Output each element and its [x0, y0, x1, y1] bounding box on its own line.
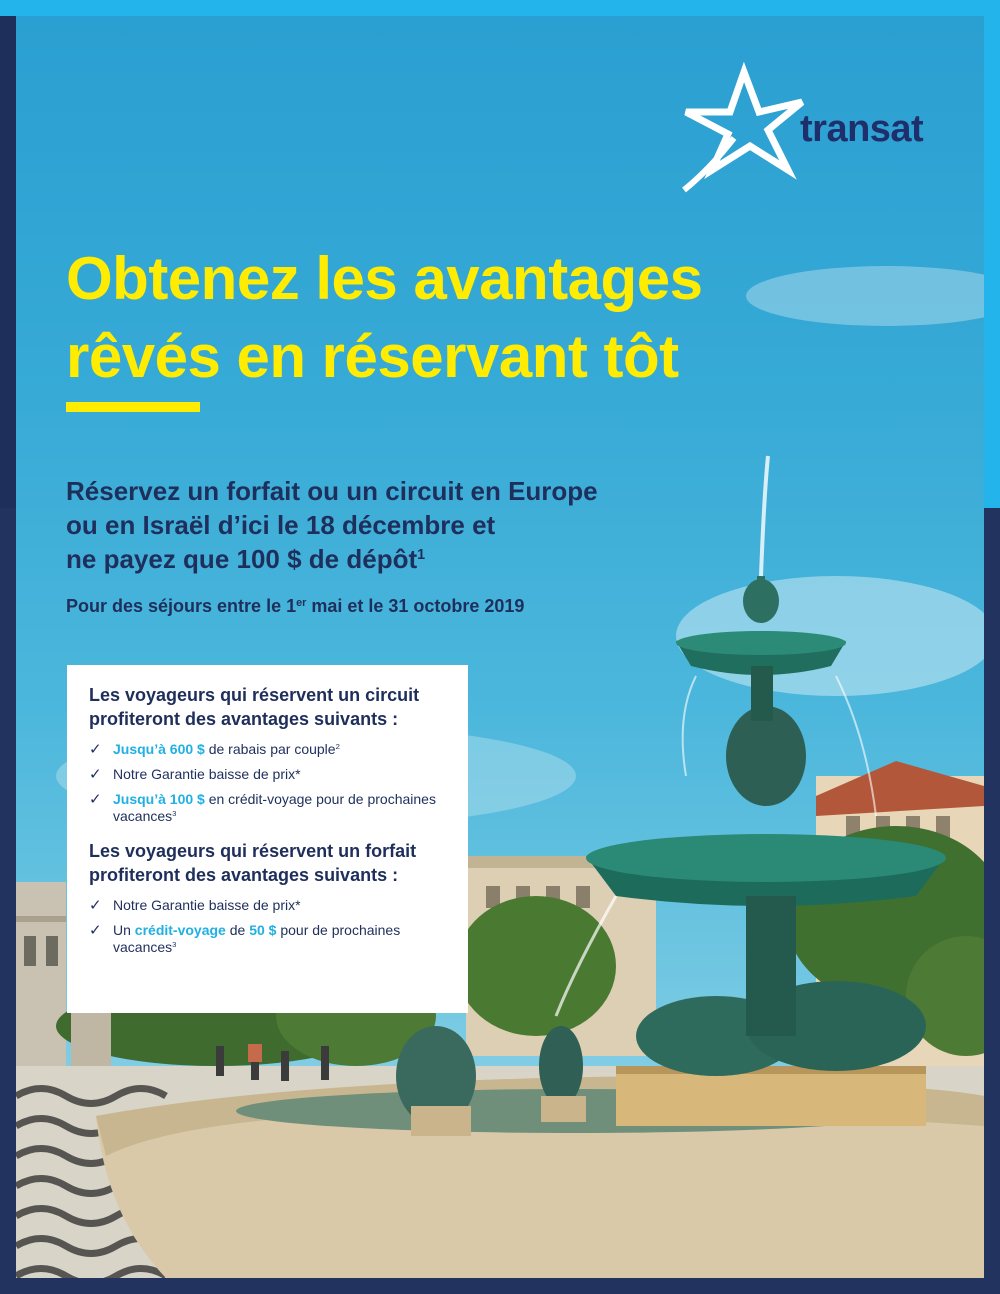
right-frame-bar [984, 16, 1000, 508]
headline [66, 240, 926, 396]
check-icon: ✓ [89, 791, 102, 808]
subheadline-line-2: ou en Israël d’ici le 18 décembre et [66, 510, 496, 540]
benefit-text: Notre Garantie baisse de prix* [113, 897, 301, 913]
top-frame-bar [0, 0, 1000, 16]
list-item [89, 922, 459, 956]
benefits-box [67, 665, 468, 1013]
list-item [89, 766, 459, 783]
circuit-heading: Les voyageurs qui réservent un circuit profiteront des avantages suivants : [89, 685, 420, 729]
check-icon: ✓ [89, 741, 102, 758]
list-item [89, 791, 459, 825]
fountain-photo [16, 16, 984, 1278]
list-item [89, 897, 459, 914]
period-before: Pour des séjours entre le 1 [66, 596, 297, 616]
benefit-text: Notre Garantie baisse de prix* [113, 766, 301, 782]
benefit-text: de rabais par couple [204, 741, 336, 757]
package-benefits-list [89, 897, 459, 956]
bottom-frame-bar [0, 1278, 1000, 1294]
footnote-ref-1: 1 [417, 547, 426, 564]
benefit-text-before: Un [113, 922, 135, 938]
package-heading: Les voyageurs qui réservent un forfait profiteront des avantages suivants : [89, 841, 417, 885]
circuit-benefits-list [89, 741, 459, 825]
headline-underline [66, 402, 200, 412]
list-item [89, 741, 459, 758]
subheadline [66, 474, 766, 576]
fountain-scene [16, 16, 984, 1278]
footnote-ref: 2 [335, 742, 340, 752]
benefit-highlight: crédit-voyage [134, 922, 226, 938]
subheadline-line-1: Réservez un forfait ou un circuit en Europe [66, 476, 598, 506]
brand-logo-text: transat [800, 108, 924, 150]
subheadline-line-3 [66, 542, 766, 576]
benefit-highlight: Jusqu’à 600 $ [113, 741, 205, 757]
benefit-highlight: Jusqu’à 100 $ [113, 791, 205, 807]
check-icon: ✓ [89, 897, 102, 914]
check-icon: ✓ [89, 922, 102, 939]
headline-line-2: rêvés en réservant tôt [66, 323, 679, 390]
benefit-text-middle: de [225, 922, 250, 938]
period-after: mai et le 31 octobre 2019 [306, 596, 525, 616]
left-frame-bar [0, 508, 16, 1294]
benefit-highlight-amount: 50 $ [249, 922, 277, 938]
right-frame-bar-navy [984, 508, 1000, 1294]
period-sup: er [296, 596, 307, 609]
benefit-text-after: pour de prochaines vacances [113, 922, 401, 955]
check-icon: ✓ [89, 766, 102, 783]
footnote-ref: 3 [172, 940, 177, 950]
benefit-text: en crédit-voyage pour de prochaines vacances [113, 791, 436, 824]
footnote-ref: 3 [172, 809, 177, 819]
subheadline-line-3-text: ne payez que 100 $ de dépôt [66, 544, 418, 574]
headline-line-1: Obtenez les avantages [66, 245, 703, 312]
travel-period [66, 596, 524, 617]
